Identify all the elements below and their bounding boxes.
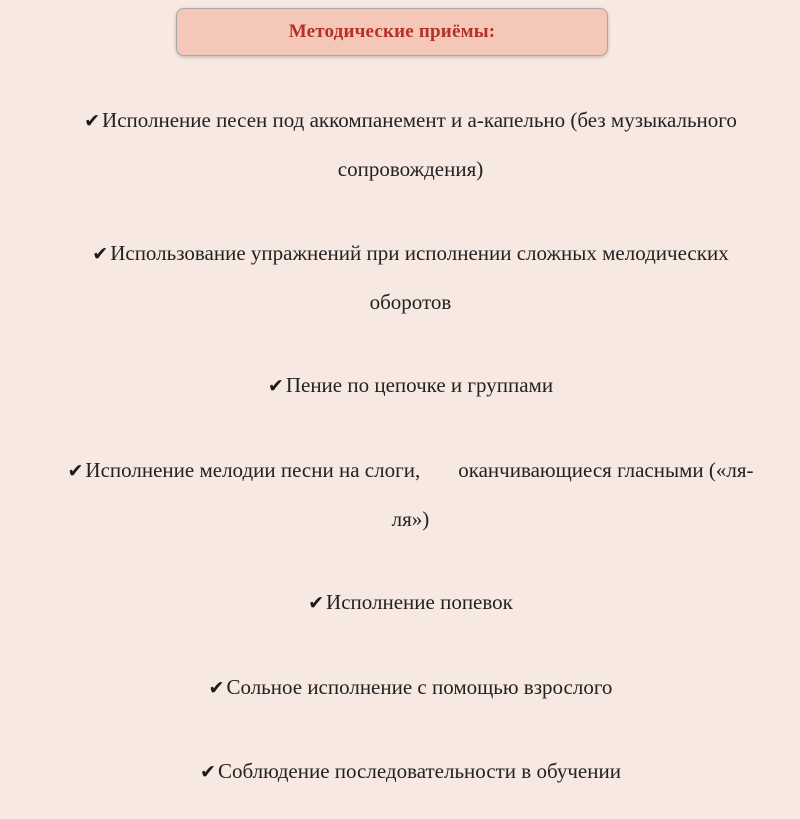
- list-item-chain-singing: [0, 349, 800, 422]
- item-text: Соблюдение последовательности в обучении: [217, 759, 621, 783]
- list-item-syllables: [0, 434, 800, 555]
- item-text: Пение по цепочке и группами: [285, 373, 554, 397]
- checkmark-icon: ✔: [200, 761, 216, 783]
- item-text-line1: Использование упражнений при исполнении сложных мелодических: [110, 241, 729, 265]
- checkmark-icon: ✔: [84, 110, 101, 132]
- checkmark-icon: ✔: [267, 375, 284, 397]
- list-item-popevki: [0, 566, 800, 639]
- checkmark-icon: ✔: [92, 243, 109, 265]
- item-text-line1a: Исполнение мелодии песни на слоги,: [85, 458, 421, 482]
- title-box: [176, 8, 608, 56]
- list-item-exercises: [0, 217, 800, 338]
- list-item-accompaniment: [0, 84, 800, 205]
- item-text: Сольное исполнение с помощью взрослого: [226, 675, 613, 699]
- item-text-line1b: оканчивающиеся гласными («ля-: [458, 458, 754, 482]
- item-text: Исполнение попевок: [326, 590, 513, 614]
- item-text-line2: сопровождения): [337, 157, 484, 181]
- slide-title: Методические приёмы:: [288, 21, 496, 42]
- list-item-solo: [0, 651, 800, 724]
- item-text-line1: Исполнение песен под аккомпанемент и а-капельно (без музыкального: [102, 108, 737, 132]
- checkmark-icon: ✔: [208, 677, 225, 699]
- item-text-line2: ля»): [391, 507, 430, 531]
- checkmark-icon: ✔: [308, 592, 325, 614]
- item-text-line2: оборотов: [369, 290, 452, 314]
- checkmark-icon: ✔: [67, 460, 84, 482]
- list-item-sequence: [0, 735, 800, 808]
- methods-list: [0, 84, 800, 819]
